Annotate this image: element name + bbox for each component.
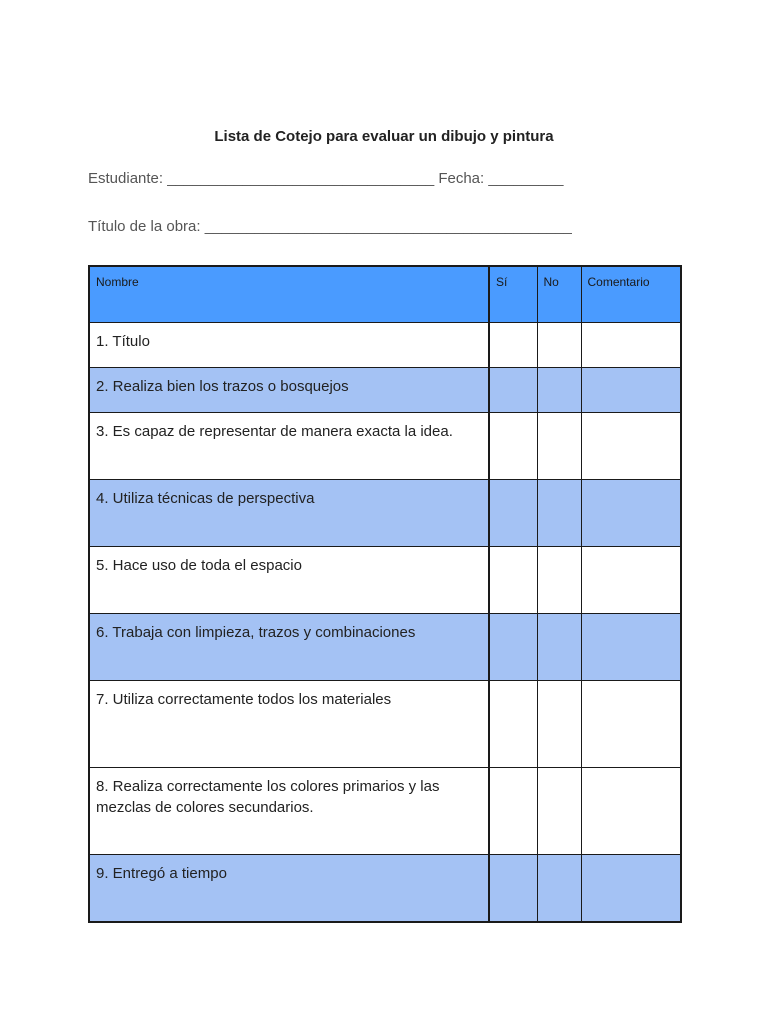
cell-yes[interactable] (489, 323, 537, 368)
work-title-line: Título de la obra: ____________________________________________ (88, 218, 572, 235)
cell-no[interactable] (537, 480, 581, 547)
table-row (89, 681, 681, 768)
table-row (89, 413, 681, 480)
row-label: 9. Entregó a tiempo (89, 855, 489, 923)
table-header-row (89, 266, 681, 323)
page-title: Lista de Cotejo para evaluar un dibujo y pintura (214, 128, 554, 145)
cell-no[interactable] (537, 768, 581, 855)
row-label: 2. Realiza bien los trazos o bosquejos (89, 368, 489, 413)
cell-comment[interactable] (581, 368, 681, 413)
cell-yes[interactable] (489, 768, 537, 855)
table-row (89, 323, 681, 368)
student-date-line: Estudiante: ________________________________ Fecha: _________ (88, 170, 564, 187)
cell-comment[interactable] (581, 681, 681, 768)
cell-yes[interactable] (489, 855, 537, 923)
cell-comment[interactable] (581, 413, 681, 480)
header-comment: Comentario (581, 266, 681, 323)
checklist-table (88, 265, 682, 923)
row-label: 1. Título (89, 323, 489, 368)
cell-no[interactable] (537, 368, 581, 413)
cell-comment[interactable] (581, 614, 681, 681)
row-label: 8. Realiza correctamente los colores primarios y las mezclas de colores secundarios. (89, 768, 489, 855)
cell-yes[interactable] (489, 681, 537, 768)
cell-comment[interactable] (581, 547, 681, 614)
row-label: 5. Hace uso de toda el espacio (89, 547, 489, 614)
cell-comment[interactable] (581, 768, 681, 855)
header-no: No (537, 266, 581, 323)
table-row (89, 768, 681, 855)
table-row (89, 480, 681, 547)
table-row (89, 614, 681, 681)
cell-yes[interactable] (489, 413, 537, 480)
row-label: 4. Utiliza técnicas de perspectiva (89, 480, 489, 547)
cell-no[interactable] (537, 855, 581, 923)
cell-no[interactable] (537, 681, 581, 768)
row-label: 3. Es capaz de representar de manera exacta la idea. (89, 413, 489, 480)
cell-yes[interactable] (489, 547, 537, 614)
header-name: Nombre (89, 266, 489, 323)
cell-no[interactable] (537, 547, 581, 614)
cell-no[interactable] (537, 614, 581, 681)
cell-yes[interactable] (489, 368, 537, 413)
cell-no[interactable] (537, 323, 581, 368)
table-row (89, 547, 681, 614)
header-yes: Sí (489, 266, 537, 323)
cell-comment[interactable] (581, 480, 681, 547)
cell-no[interactable] (537, 413, 581, 480)
cell-yes[interactable] (489, 480, 537, 547)
cell-comment[interactable] (581, 323, 681, 368)
row-label: 7. Utiliza correctamente todos los materiales (89, 681, 489, 768)
table-row (89, 855, 681, 923)
table-row (89, 368, 681, 413)
cell-yes[interactable] (489, 614, 537, 681)
row-label: 6. Trabaja con limpieza, trazos y combinaciones (89, 614, 489, 681)
cell-comment[interactable] (581, 855, 681, 923)
